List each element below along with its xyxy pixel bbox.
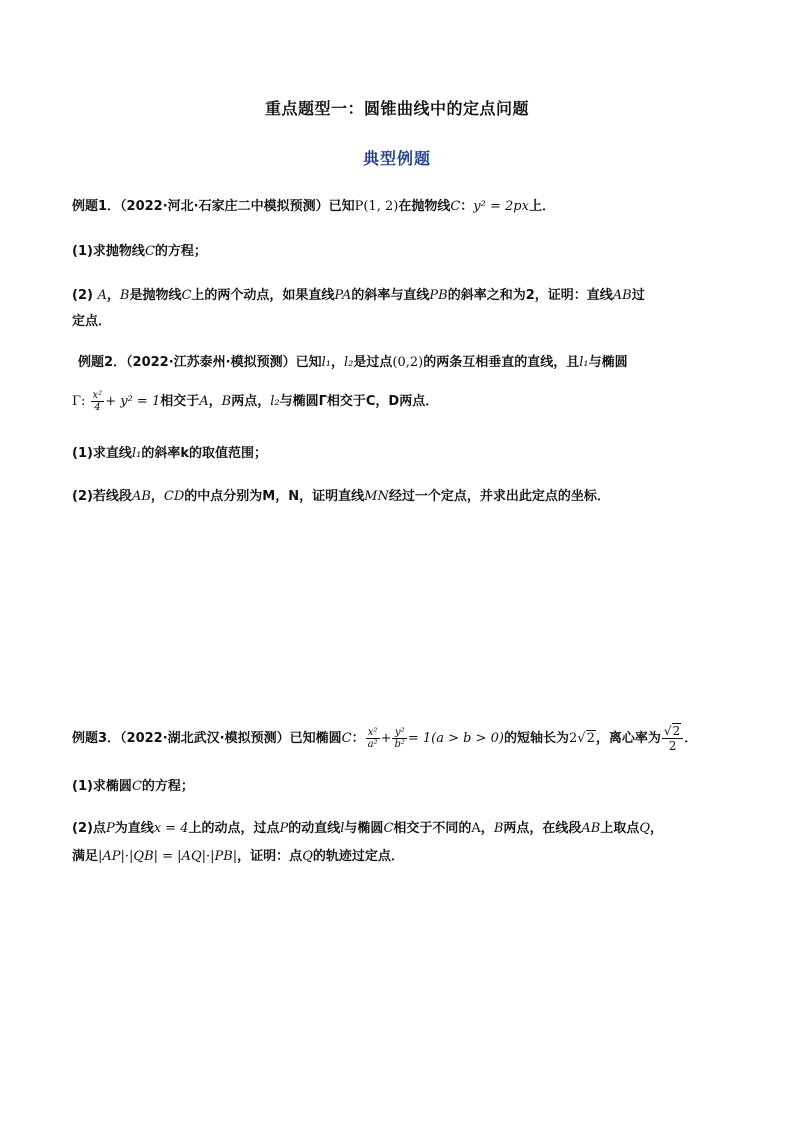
example-2-question-2: (2)若线段AB，CD的中点分别为M，N，证明直线MN经过一个定点，并求出此定点的坐标．	[72, 489, 610, 504]
point-p: P(1, 2)	[354, 199, 399, 214]
example-2-question-1: (1)求直线l₁的斜率k的取值范围；	[72, 446, 267, 461]
parabola-equation: y² = 2px	[473, 199, 529, 214]
ellipse-fraction-y: $\frac{\text{y²}}{\text{b²}}$	[394, 727, 405, 750]
eccentricity-fraction: $\frac{√2}{2}$	[662, 724, 683, 753]
ellipse-condition: = 1(a > b > 0)	[407, 731, 504, 746]
point-0-2: (0,2)	[392, 355, 424, 370]
example-3-question-2-cont: 满足|AP|·|QB| = |AQ|·|PB|，证明：点Q的轨迹过定点．	[72, 849, 404, 864]
page-title: 重点题型一：圆锥曲线中的定点问题	[264, 99, 529, 118]
ellipse-equation-rest: + y² = 1	[105, 394, 161, 409]
ellipse-fraction-x: $\frac{\text{x²}}{\text{a²}}$	[367, 727, 378, 750]
distance-condition: |AP|·|QB| = |AQ|·|PB|	[98, 849, 238, 864]
section-subtitle: 典型例题	[362, 149, 431, 168]
ellipse-fraction: $\frac{\text{x²}}{4}$	[92, 390, 103, 413]
short-axis-length: 2√2	[569, 731, 595, 746]
example-3-question-1: (1)求椭圆C的方程；	[72, 779, 194, 794]
example-1-stem: 例题1．（2022·河北·石家庄二中模拟预测）已知P(1, 2)在抛物线C：y² = 2px上．	[72, 199, 555, 214]
example-1-question-1: (1)求抛物线C的方程；	[72, 244, 207, 259]
example-3-stem: 例题3．（2022·湖北武汉·模拟预测）已知椭圆C： $\frac{\text{x²}}{\text{a²}}$ + $\frac{\text{y²}}{\text{b²}}$ = 1(a > b > 0)的短轴长为2√2，离心率为 $\frac{√2}{2}$ ．	[72, 724, 698, 753]
example-3-question-2: (2)点P为直线x = 4上的动点，过点P的动直线l与椭圆C相交于不同的A，B两点，在线段AB上取点Q，	[72, 821, 664, 836]
example-2-stem-cont: Γ: $\frac{\text{x²}}{4}$ + y² = 1相交于A，B两点，l₂与椭圆Γ相交于C，D两点．	[72, 390, 439, 413]
example-1-question-2: (2) A，B是抛物线C上的两个动点，如果直线PA的斜率与直线PB的斜率之和为2，证明：直线AB过	[72, 288, 645, 303]
example-2-stem: 例题2．（2022·江苏泰州·模拟预测）已知l₁，l₂是过点(0,2)的两条互相垂直的直线，且l₁与椭圆	[78, 355, 628, 370]
example-1-question-2-cont: 定点．	[72, 314, 112, 329]
